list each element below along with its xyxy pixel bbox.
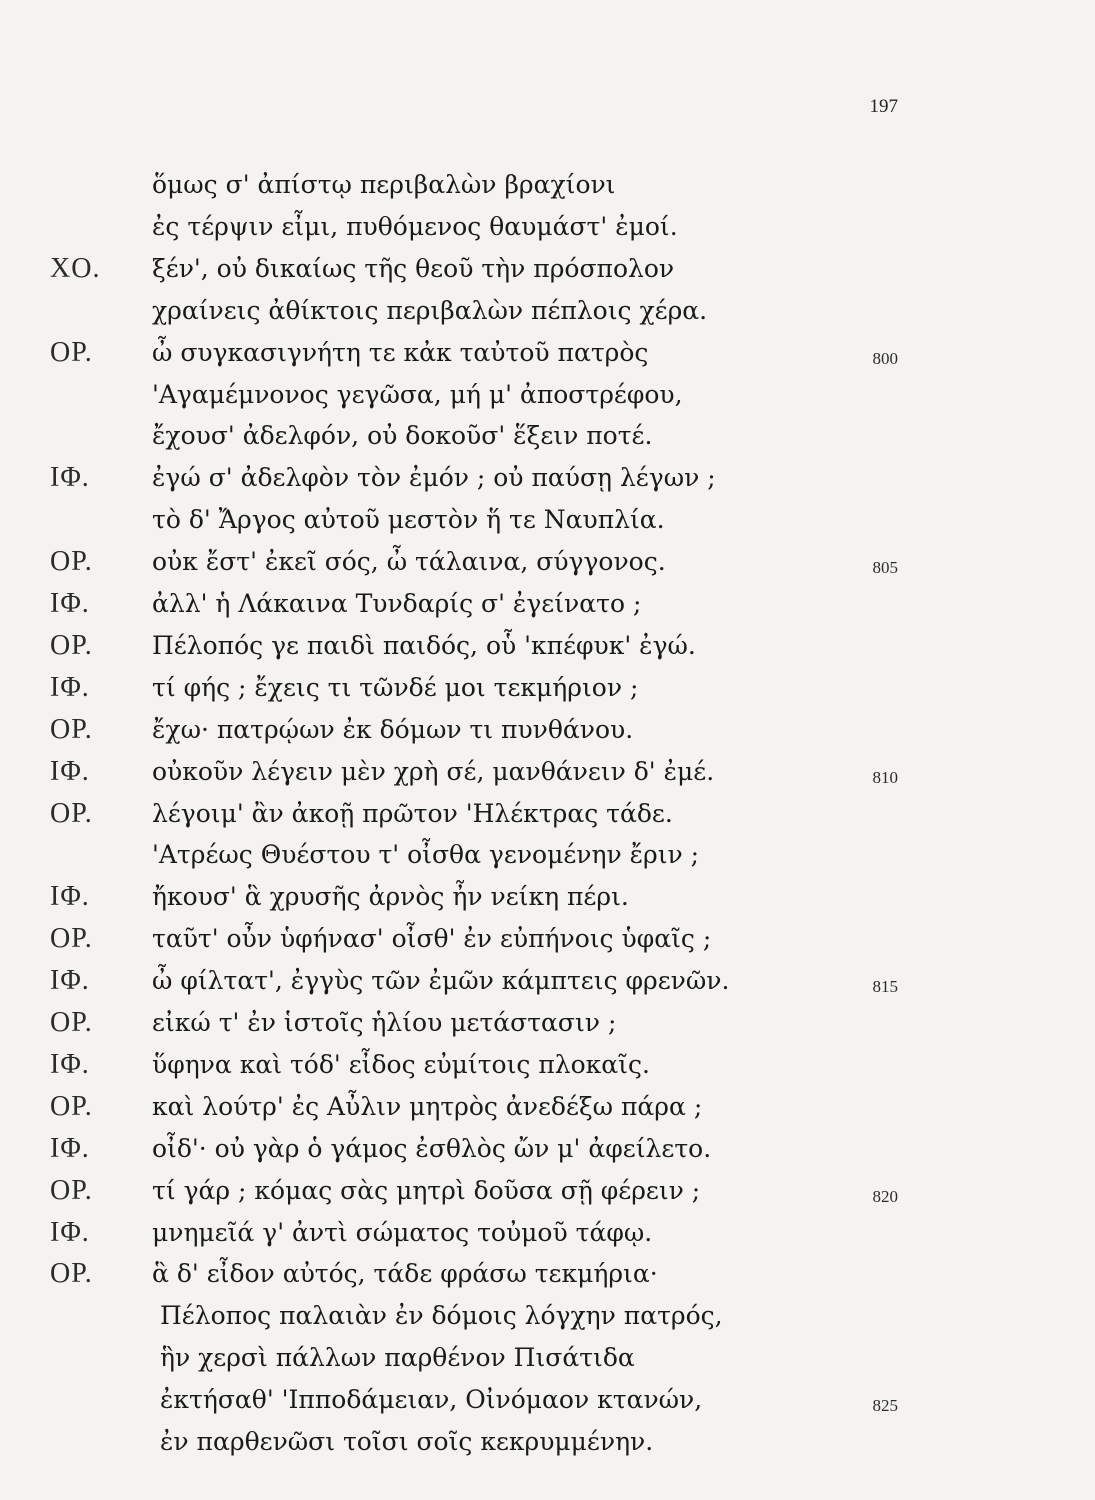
speaker-label: ΧΟ. — [50, 252, 101, 284]
verse-line — [0, 540, 1095, 584]
verse-text: οὐκοῦν λέγειν μὲν χρὴ σέ, μανθάνειν δ' ἐμέ. — [152, 756, 715, 786]
verse-text: ἔχουσ' ἀδελφόν, οὐ δοκοῦσ' ἕξειν ποτέ. — [152, 421, 653, 451]
speaker-label: ΟΡ. — [50, 713, 93, 745]
verse-text: Πέλοπος παλαιὰν ἐν δόμοις λόγχην πατρός, — [160, 1301, 723, 1331]
verse-text: οἶδ'· οὐ γὰρ ὁ γάμος ἐσθλὸς ὤν μ' ἀφείλετο. — [152, 1133, 712, 1163]
verse-text: ἐκτήσαθ' 'Ιπποδάμειαν, Οἰνόμαον κτανών, — [160, 1385, 703, 1415]
verse-text: τί φής ; ἔχεις τι τῶνδέ μοι τεκμήριον ; — [152, 672, 639, 702]
verse-line — [0, 833, 1095, 877]
verse-line — [0, 1252, 1095, 1296]
verse-text: ἀλλ' ἡ Λάκαινα Τυνδαρίς σ' ἐγείνατο ; — [152, 589, 642, 618]
verse-text: ὦ συγκασιγνήτη τε κἀκ ταὐτοῦ πατρὸς — [152, 337, 649, 367]
verse-line — [0, 917, 1095, 961]
verse-line — [0, 1336, 1095, 1380]
verse-line — [0, 1211, 1095, 1255]
verse-text: εἰκώ τ' ἐν ἱστοῖς ἡλίου μετάστασιν ; — [152, 1008, 617, 1037]
verse-line — [0, 875, 1095, 919]
verse-line — [0, 582, 1095, 626]
verse-text: ἤκουσ' ἃ χρυσῆς ἀρνὸς ἦν νείκη πέρι. — [152, 882, 629, 912]
speaker-label: ΟΡ. — [50, 797, 93, 829]
verse-text: μνημεῖά γ' ἀντὶ σώματος τοὐμοῦ τάφῳ. — [152, 1217, 653, 1247]
speaker-label: ΙΦ. — [50, 588, 90, 619]
verse-text: ἐγώ σ' ἀδελφὸν τὸν ἐμόν ; οὐ παύσῃ λέγων ; — [152, 463, 716, 493]
verse-line — [0, 1294, 1095, 1338]
speaker-label: ΙΦ. — [50, 1132, 90, 1164]
verse-line — [0, 708, 1095, 752]
verse-text: ὕφηνα καὶ τόδ' εἶδος εὐμίτοις πλοκαῖς. — [152, 1049, 650, 1079]
verse-line — [0, 247, 1095, 291]
speaker-label: ΙΦ. — [50, 671, 90, 703]
verse-text: χραίνεις ἀθίκτοις περιβαλὼν πέπλοις χέρα. — [152, 295, 708, 325]
verse-text: ἔχω· πατρῴων ἐκ δόμων τι πυνθάνου. — [152, 714, 634, 744]
line-number: 805 — [872, 558, 898, 578]
verse-text: ὦ φίλτατ', ἐγγὺς τῶν ἐμῶν κάμπτεις φρενῶν. — [152, 966, 730, 996]
verse-line — [0, 331, 1095, 375]
page-number: 197 — [869, 96, 898, 117]
line-number: 825 — [872, 1396, 898, 1416]
speaker-label: ΟΡ. — [50, 629, 93, 661]
speaker-label: ΟΡ. — [50, 923, 93, 955]
verse-line — [0, 1378, 1095, 1422]
verse-text: καὶ λούτρ' ἐς Αὖλιν μητρὸς ἀνεδέξω πάρα ; — [152, 1091, 703, 1121]
verse-text: Πέλοπός γε παιδὶ παιδός, οὗ 'κπέφυκ' ἐγώ. — [152, 630, 696, 660]
verse-line — [0, 666, 1095, 710]
verse-line — [0, 414, 1095, 458]
speaker-label: ΟΡ. — [50, 1090, 93, 1122]
verse-text: ἃ δ' εἶδον αὐτός, τάδε φράσω τεκμήρια· — [152, 1259, 658, 1289]
verse-line — [0, 1085, 1095, 1129]
verse-text: ὅμως σ' ἀπίστῳ περιβαλὼν βραχίονι — [152, 170, 616, 199]
verse-text: ταῦτ' οὖν ὑφήνασ' οἶσθ' ἐν εὐπήνοις ὑφαῖς ; — [152, 924, 712, 954]
verse-line — [0, 959, 1095, 1003]
verse-line — [0, 1043, 1095, 1087]
speaker-label: ΙΦ. — [50, 1216, 90, 1248]
speaker-label: ΙΦ. — [50, 1048, 90, 1080]
verse-text: οὐκ ἔστ' ἐκεῖ σός, ὦ τάλαινα, σύγγονος. — [152, 547, 666, 577]
verse-line — [0, 205, 1095, 249]
speaker-label: ΙΦ. — [50, 462, 90, 494]
line-number: 800 — [872, 348, 898, 368]
line-number: 815 — [872, 977, 898, 997]
speaker-label: ΟΡ. — [50, 1258, 93, 1290]
speaker-label: ΙΦ. — [50, 755, 90, 787]
verse-text: λέγοιμ' ἂν ἀκοῇ πρῶτον 'Ηλέκτρας τάδε. — [152, 798, 673, 828]
speaker-label: ΙΦ. — [50, 965, 90, 997]
verse-text: 'Ατρέως Θυέστου τ' οἶσθα γενομένην ἔριν ; — [152, 840, 700, 870]
verse-line — [0, 163, 1095, 207]
verse-text: τὸ δ' Ἄργος αὐτοῦ μεστὸν ἥ τε Ναυπλία. — [152, 505, 665, 535]
line-number: 820 — [872, 1186, 898, 1206]
verse-line — [0, 456, 1095, 500]
verse-line — [0, 1127, 1095, 1171]
verse-line — [0, 624, 1095, 668]
verse-line — [0, 498, 1095, 542]
line-number: 810 — [872, 767, 898, 787]
verse-line — [0, 1001, 1095, 1045]
verse-line — [0, 1169, 1095, 1213]
verse-line — [0, 289, 1095, 333]
verse-text: ἐς τέρψιν εἶμι, πυθόμενος θαυμάστ' ἐμοί. — [152, 211, 678, 241]
verse-line — [0, 792, 1095, 836]
verse-line — [0, 1420, 1095, 1464]
verse-text: ἐν παρθενῶσι τοῖσι σοῖς κεκρυμμένην. — [160, 1427, 654, 1456]
verse-text: ξέν', οὐ δικαίως τῆς θεοῦ τὴν πρόσπολον — [152, 253, 675, 283]
verse-text: ἣν χερσὶ πάλλων παρθένον Πισάτιδα — [160, 1343, 635, 1373]
speaker-label: ΟΡ. — [50, 336, 93, 368]
verse-text: 'Αγαμέμνονος γεγῶσα, μή μ' ἀποστρέφου, — [152, 379, 683, 409]
speaker-label: ΟΡ. — [50, 546, 93, 578]
verse-line — [0, 373, 1095, 417]
speaker-label: ΙΦ. — [50, 881, 90, 913]
verse-text: τί γάρ ; κόμας σὰς μητρὶ δοῦσα σῇ φέρειν ; — [152, 1175, 701, 1205]
speaker-label: ΟΡ. — [50, 1174, 93, 1206]
verse-line — [0, 750, 1095, 794]
speaker-label: ΟΡ. — [50, 1007, 93, 1038]
